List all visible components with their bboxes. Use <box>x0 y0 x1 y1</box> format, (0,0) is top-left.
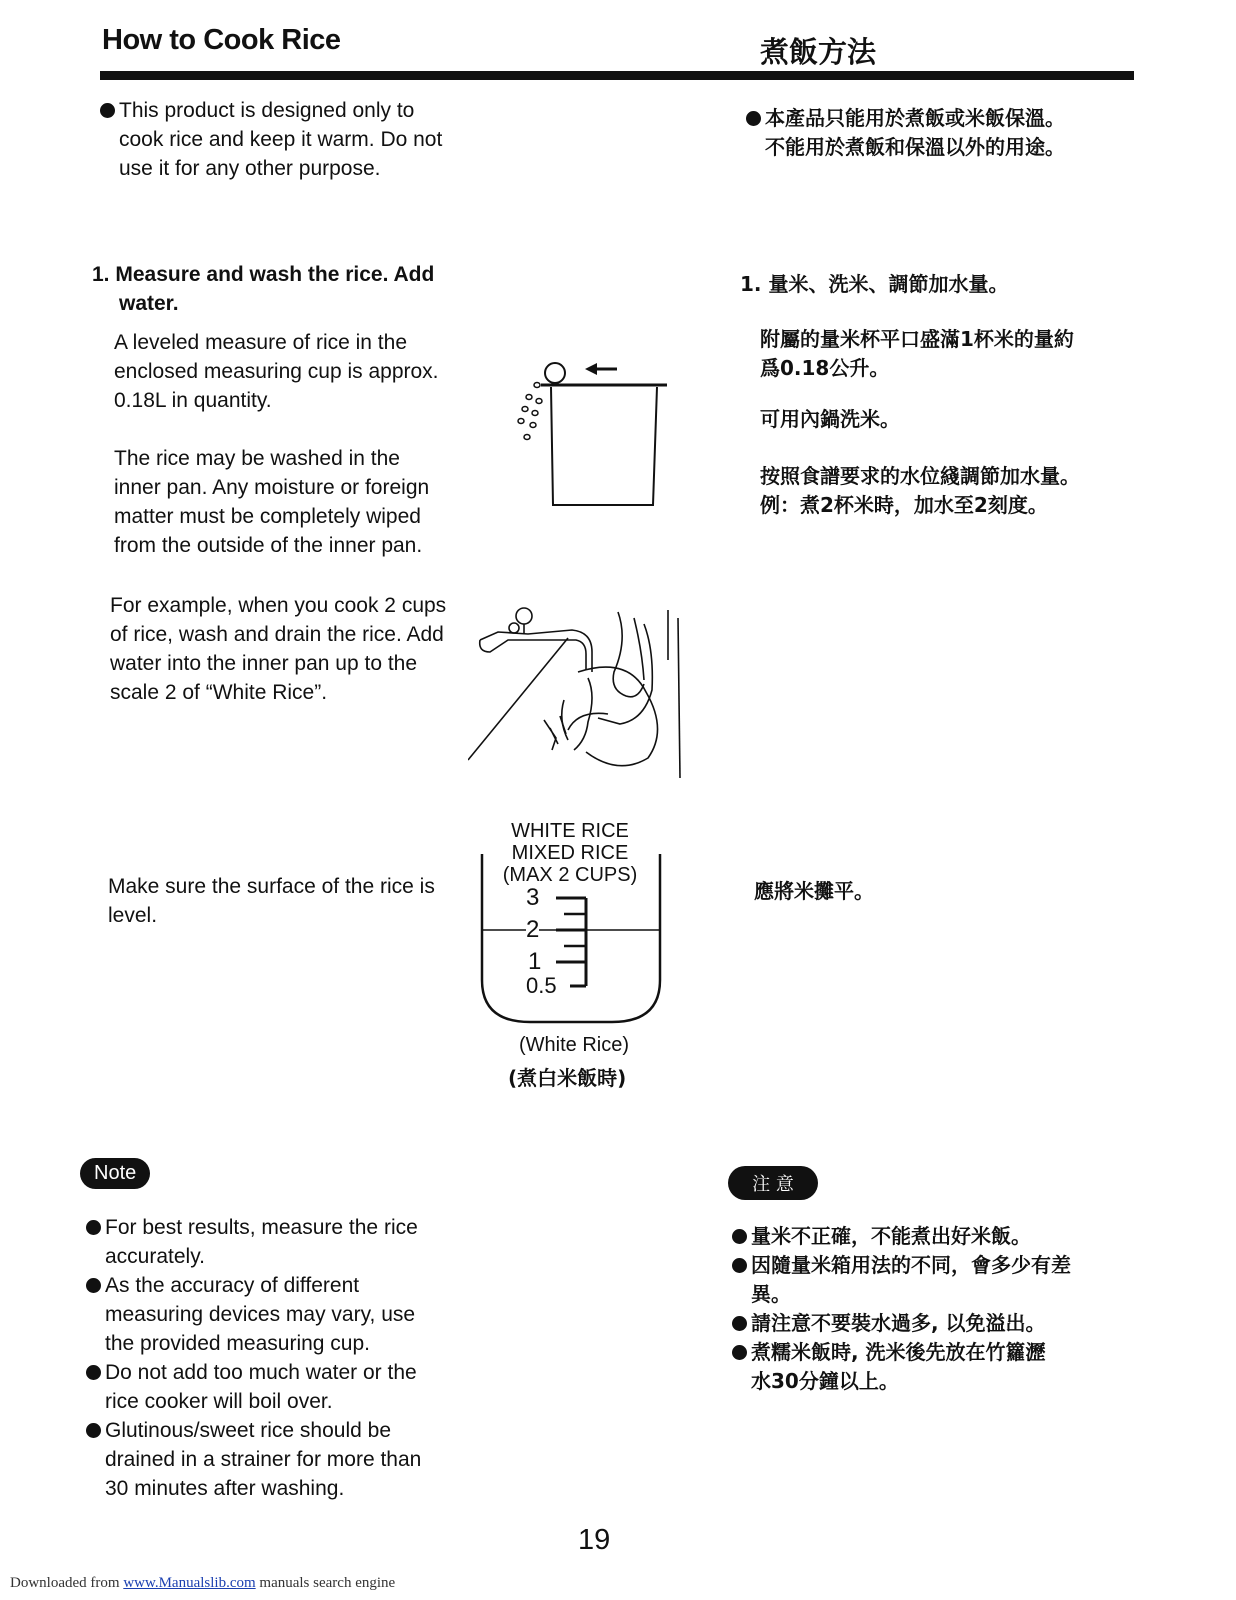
bullet-icon <box>86 1278 101 1293</box>
note-list-zh <box>732 1222 1071 1396</box>
note-label-zh: 注 意 <box>728 1166 818 1200</box>
scale-mark-3: 3 <box>526 884 540 911</box>
rice-washing-illustration <box>468 600 698 780</box>
step1-para1-zh: 附屬的量米杯平口盛滿1杯米的量約 爲0.18公升。 <box>760 327 1074 380</box>
bullet-icon <box>732 1258 747 1273</box>
bullet-icon <box>86 1365 101 1380</box>
page-title: How to Cook Rice <box>102 24 341 56</box>
step1-para3-en: For example, when you cook 2 cups of rice, wash and drain the rice. Add water into the inner pan up to the scale 2 of “White Rice”. <box>110 594 447 704</box>
note-item-zh: 因隨量米箱用法的不同，會多少有差 異。 <box>732 1251 1071 1309</box>
bullet-icon <box>732 1229 747 1244</box>
note-list-en <box>86 1213 456 1503</box>
scale-caption-zh: (煮白米飯時) <box>508 1066 627 1090</box>
manualslib-link[interactable]: www.Manualslib.com <box>123 1575 256 1591</box>
page-title-chinese: 煮飯方法 <box>760 35 877 69</box>
water-scale-diagram <box>470 850 670 1030</box>
scale-mark-2: 2 <box>526 916 540 943</box>
step1-para2-zh: 可用內鍋洗米。 <box>760 407 900 431</box>
level-instruction-en: Make sure the surface of the rice is level. <box>108 875 435 927</box>
note-item-en: Do not add too much water or the rice cooker will boil over. <box>86 1358 456 1416</box>
intro-en: This product is designed only to cook rice and keep it warm. Do not use it for any other purpose. <box>100 96 442 183</box>
note-item-zh: 量米不正確，不能煮出好米飯。 <box>732 1222 1071 1251</box>
step1-heading-zh: 1. 量米、洗米、調節加水量。 <box>740 272 1009 296</box>
note-item-zh: 煮糯米飯時, 洗米後先放在竹籮瀝 水30分鐘以上。 <box>732 1338 1071 1396</box>
bullet-icon <box>746 111 761 126</box>
note-label-en: Note <box>80 1158 150 1189</box>
measuring-cup-illustration <box>505 355 685 525</box>
note-item-en: As the accuracy of different measuring devices may vary, use the provided measuring cup. <box>86 1271 456 1358</box>
note-item-en: For best results, measure the rice accurately. <box>86 1213 456 1271</box>
bullet-icon <box>86 1220 101 1235</box>
bullet-icon <box>100 103 115 118</box>
step1-para2-en: The rice may be washed in the inner pan. Any moisture or foreign matter must be completely wiped from the outside of the inner pan. <box>114 447 430 557</box>
level-instruction-zh: 應將米攤平。 <box>754 879 874 903</box>
scale-mark-half: 0.5 <box>526 973 557 998</box>
bullet-icon <box>732 1316 747 1331</box>
step1-para3-zh: 按照食譜要求的水位綫調節加水量。 例：煮2杯米時，加水至2刻度。 <box>760 464 1080 517</box>
bullet-icon <box>732 1345 747 1360</box>
header-rule <box>100 71 1134 80</box>
note-item-zh: 請注意不要裝水過多, 以免溢出。 <box>732 1309 1071 1338</box>
scale-caption-en: (White Rice) <box>518 1034 629 1056</box>
bullet-icon <box>86 1423 101 1438</box>
download-footer: Downloaded from www.Manualslib.com manuals search engine <box>10 1575 396 1591</box>
scale-diagram-labels: WHITE RICE MIXED RICE (MAX 2 CUPS) <box>502 820 638 886</box>
step1-para1-en: A leveled measure of rice in the enclosed measuring cup is approx. 0.18L in quantity. <box>114 331 439 412</box>
step1-heading-en: 1. Measure and wash the rice. Add water. <box>92 263 435 315</box>
intro-zh: 本產品只能用於煮飯或米飯保溫。 不能用於煮飯和保溫以外的用途。 <box>746 104 1065 162</box>
note-item-en: Glutinous/sweet rice should be drained in a strainer for more than 30 minutes after washing. <box>86 1416 456 1503</box>
scale-mark-1: 1 <box>528 948 542 975</box>
page-number: 19 <box>578 1524 611 1556</box>
